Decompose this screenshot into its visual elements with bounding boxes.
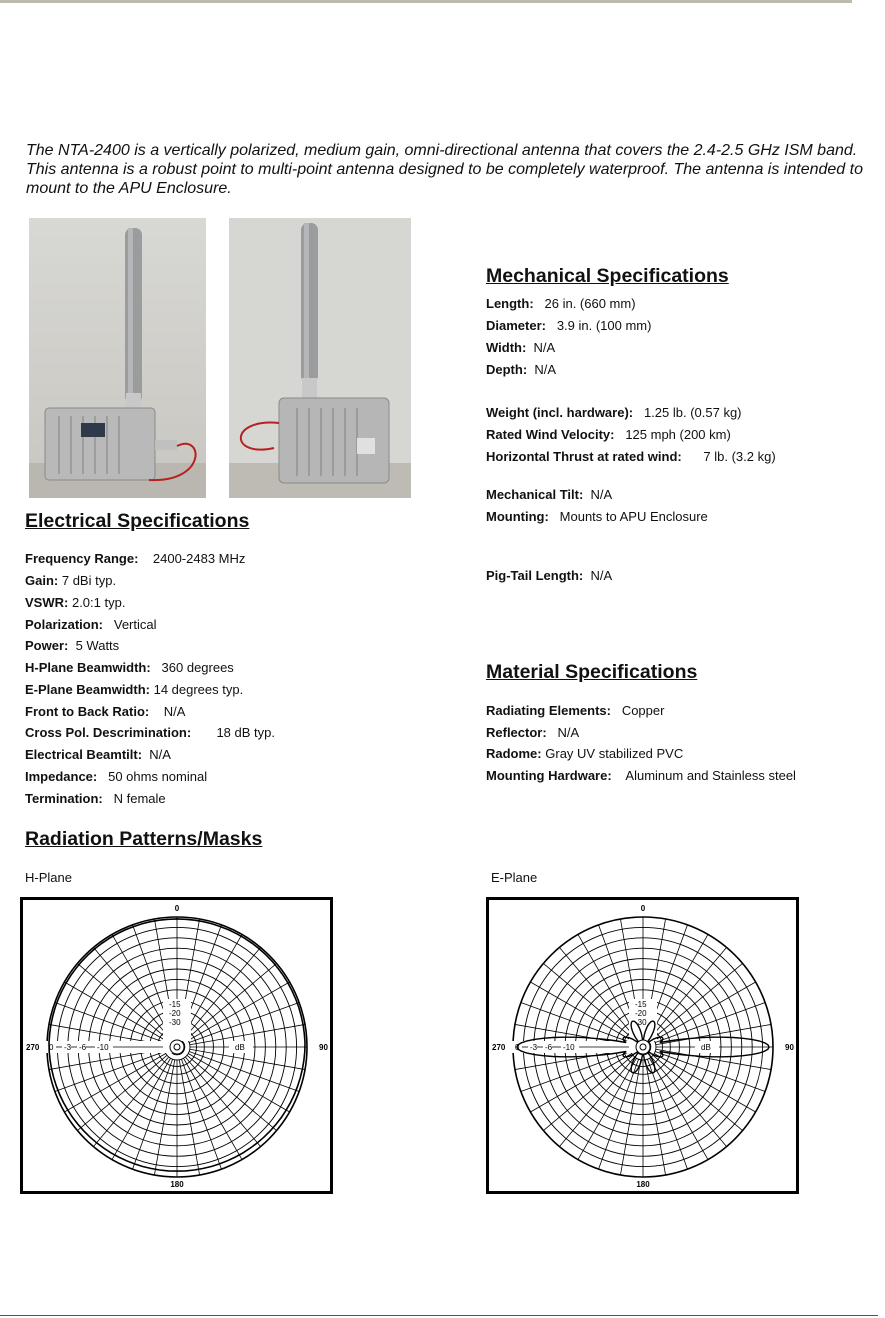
spec-front-to-back: Front to Back Ratio: N/A [25,704,186,719]
angle-label-180: 180 [170,1180,184,1189]
spec-cross-pol: Cross Pol. Descrimination: 18 dB typ. [25,725,275,740]
spec-radiating-elements: Radiating Elements: Copper [486,703,665,718]
spec-depth: Depth: N/A [486,362,557,377]
spec-mounting-hardware: Mounting Hardware: Aluminum and Stainless steel [486,768,796,783]
spec-mounting: Mounting: Mounts to APU Enclosure [486,509,708,524]
spec-h-plane-beamwidth: H-Plane Beamwidth: 360 degrees [25,660,234,675]
spec-frequency-range: Frequency Range: 2400-2483 MHz [25,551,246,566]
radial-label: -30 [635,1018,647,1027]
radial-label: -10 [97,1043,109,1052]
radial-label: -15 [635,1000,647,1009]
e-plane-chart [486,897,799,1194]
angle-label-270: 270 [492,1043,506,1052]
spec-diameter: Diameter: 3.9 in. (100 mm) [486,318,652,333]
spec-e-plane-beamwidth: E-Plane Beamwidth: 14 degrees typ. [25,682,244,697]
spec-mechanical-tilt: Mechanical Tilt: N/A [486,487,613,502]
e-plane-label: E-Plane [491,870,538,885]
radial-label: -6 [545,1043,553,1052]
spec-length: Length: 26 in. (660 mm) [486,296,636,311]
spec-electrical-beamtilt: Electrical Beamtilt: N/A [25,747,171,762]
product-photo-front [29,218,206,498]
angle-label-270: 270 [26,1043,40,1052]
angle-label-0: 0 [174,904,180,913]
unit-label: dB [701,1043,711,1052]
spec-weight: Weight (incl. hardware): 1.25 lb. (0.57 kg) [486,405,742,420]
material-specs-heading: Material Specifications [486,661,698,683]
polar-spoke [179,1060,199,1175]
radial-label: 0 [49,1043,54,1052]
radial-label: -15 [169,1000,181,1009]
spec-pigtail-length: Pig-Tail Length: N/A [486,568,613,583]
radial-label: -20 [635,1009,647,1018]
radial-label: -3 [64,1043,72,1052]
radial-label: -6 [79,1043,87,1052]
polar-spoke [620,1060,640,1175]
spec-vswr: VSWR: 2.0:1 typ. [25,595,126,610]
angle-label-90: 90 [785,1043,794,1052]
spec-reflector: Reflector: N/A [486,725,580,740]
spec-horizontal-thrust: Horizontal Thrust at rated wind: 7 lb. (3.2 kg) [486,449,776,464]
angle-label-90: 90 [319,1043,328,1052]
polar-spoke [645,1060,665,1175]
spec-impedance: Impedance: 50 ohms nominal [25,769,208,784]
electrical-specs-heading: Electrical Specifications [25,510,250,532]
radial-label: -10 [563,1043,575,1052]
radial-label: -3 [530,1043,538,1052]
radial-label: -30 [169,1018,181,1027]
spec-polarization: Polarization: Vertical [25,617,157,632]
intro-paragraph: The NTA-2400 is a vertically polarized, medium gain, omni-directional antenna that covers the 2.4-2.5 GHz ISM band. This antenna is a robust point to multi-point antenna designed to be completely waterproof. The antenna is intended to mount to the APU Enclosure. [26,142,863,197]
product-photo-back [229,218,411,498]
unit-label: dB [235,1043,245,1052]
h-plane-polar-svg [23,900,330,1191]
spec-power: Power: 5 Watts [25,638,120,653]
spec-gain: Gain: 7 dBi typ. [25,573,117,588]
e-plane-polar-svg [489,900,796,1191]
bottom-rule [0,1315,878,1316]
radial-label: -20 [169,1009,181,1018]
center-marker [636,1040,650,1054]
h-plane-chart [20,897,333,1194]
radiation-patterns-heading: Radiation Patterns/Masks [25,828,263,850]
center-marker [170,1040,184,1054]
spec-termination: Termination: N female [25,791,166,806]
h-plane-label: H-Plane [25,870,72,885]
spec-width: Width: N/A [486,340,556,355]
radial-label: 0 [515,1043,520,1052]
spec-radome: Radome: Gray UV stabilized PVC [486,746,684,761]
polar-spoke [154,1060,174,1175]
mechanical-specs-heading: Mechanical Specifications [486,265,729,287]
angle-label-180: 180 [636,1180,650,1189]
spec-wind-velocity: Rated Wind Velocity: 125 mph (200 km) [486,427,731,442]
top-rule [0,0,852,3]
angle-label-0: 0 [640,904,646,913]
